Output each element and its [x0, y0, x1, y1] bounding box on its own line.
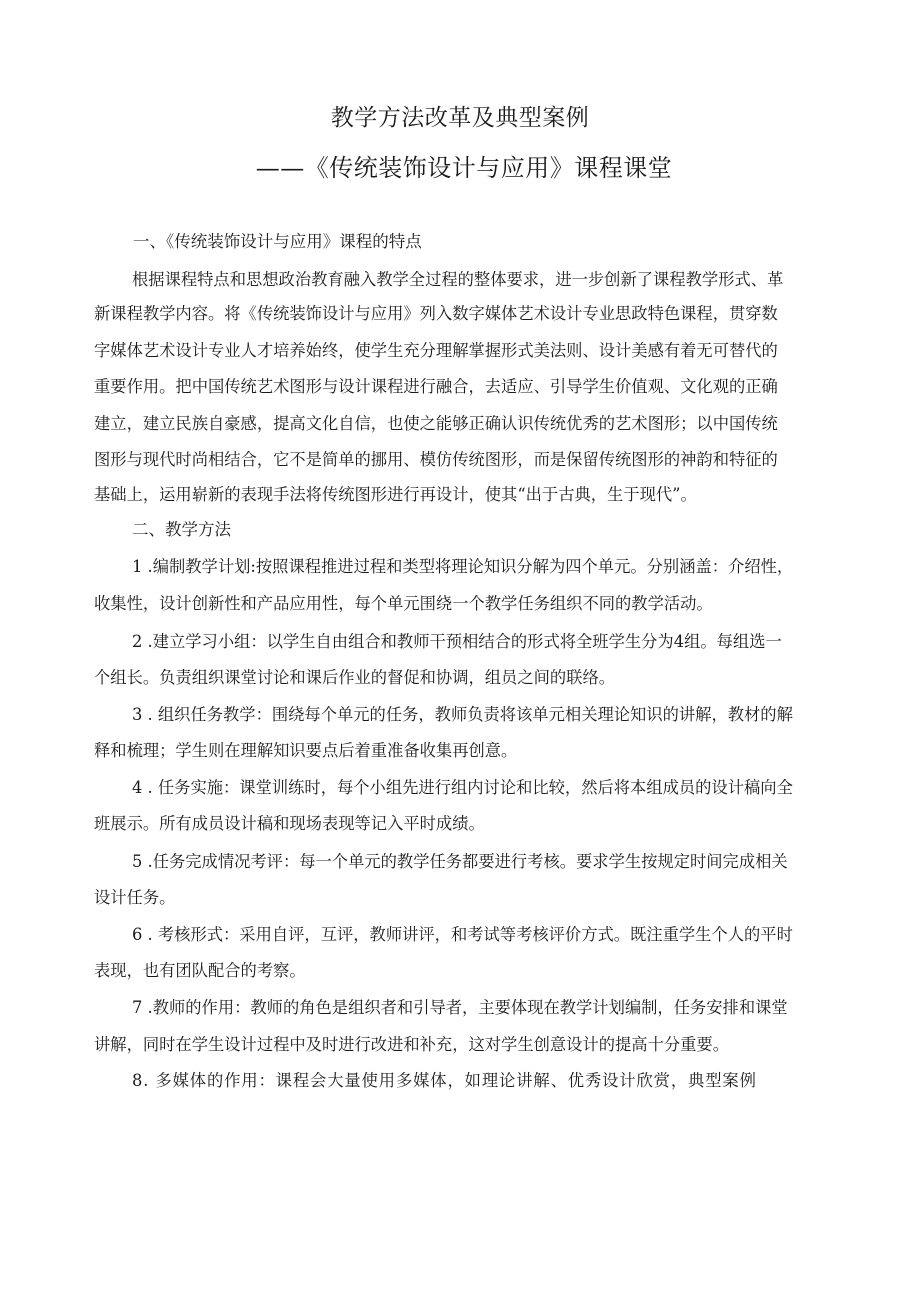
section1-line: 重要作用。把中国传统艺术图形与设计课程进行融合，去适应、引导学生价值观、文化观的正确 [94, 377, 778, 396]
section2-line: 6 . 考核形式：采用自评，互评，教师讲评，和考试等考核评价方式。既注重学生个人的平时 [132, 925, 793, 944]
section1-line: 图形与现代时尚相结合，它不是简单的挪用、模仿传统图形，而是保留传统图形的神韵和特征的 [94, 450, 778, 469]
section2-line: 2 .建立学习小组：以学生自由组合和教师干预相结合的形式将全班学生分为4组。每组选一 [132, 632, 782, 651]
section1-line: 新课程教学内容。将《传统装饰设计与应用》列入数字媒体艺术设计专业思政特色课程，贯穿数 [94, 304, 778, 323]
section2-line: 讲解，同时在学生设计过程中及时进行改进和补充，这对学生创意设计的提高十分重要。 [94, 1035, 729, 1054]
section2-line: 收集性，设计创新性和产品应用性，每个单元围绕一个教学任务组织不同的教学活动。 [94, 594, 713, 613]
section2-line: 表现，也有团队配合的考察。 [94, 961, 306, 980]
section2-heading: 二、教学方法 [132, 520, 231, 539]
section2-line: 5 .任务完成情况考评：每一个单元的教学任务都要进行考核。要求学生按规定时间完成相关 [132, 852, 788, 871]
section2-line: 班展示。所有成员设计稿和现场表现等记入平时成绩。 [94, 814, 485, 833]
page-title: 教学方法改革及典型案例 [330, 105, 590, 131]
section1-line: 字媒体艺术设计专业人才培养始终，使学生充分理解掌握形式美法则、设计美感有着无可替代的 [94, 341, 778, 360]
section2-line: 7 .教师的作用：教师的角色是组织者和引导者，主要体现在教学计划编制，任务安排和课堂 [132, 998, 788, 1017]
section2-line: 1 .编制教学计划:按照课程推进过程和类型将理论知识分解为四个单元。分别涵盖：介绍性， [132, 557, 794, 576]
page-subtitle: ——《传统装饰设计与应用》课程课堂 [255, 154, 673, 182]
section2-line: 个组长。负责组织课堂讨论和课后作业的督促和协调，组员之间的联络。 [94, 668, 616, 687]
section1-line: 基础上，运用崭新的表现手法将传统图形进行再设计，使其“出于古典，生于现代”。 [94, 485, 697, 504]
section2-line: 4 . 任务实施：课堂训练时，每个小组先进行组内讨论和比较，然后将本组成员的设计稿向全 [132, 778, 793, 797]
section1-line: 建立，建立民族自豪感，提高文化自信，也使之能够正确认识传统优秀的艺术图形；以中国传统 [94, 414, 778, 433]
section1-heading: 一、《传统装饰设计与应用》课程的特点 [133, 232, 422, 251]
section1-line: 根据课程特点和思想政治教育融入教学全过程的整体要求，进一步创新了课程教学形式、革 [132, 270, 784, 289]
section2-line: 8. 多媒体的作用：课程会大量使用多媒体，如理论讲解、优秀设计欣赏，典型案例 [132, 1071, 757, 1090]
section2-line: 释和梳理；学生则在理解知识要点后着重准备收集再创意。 [94, 741, 518, 760]
section2-line: 3 . 组织任务教学：围绕每个单元的任务，教师负责将该单元相关理论知识的讲解，教材的解 [132, 705, 793, 724]
section2-line: 设计任务。 [94, 888, 176, 907]
